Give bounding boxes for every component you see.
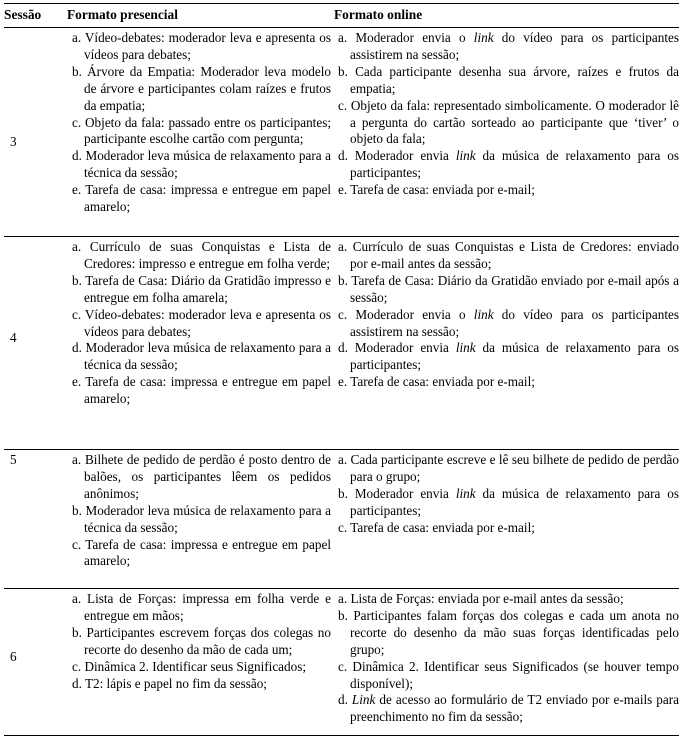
presencial-list xyxy=(67,239,331,408)
list-item: c. Objeto da fala: passado entre os participantes; participante escolhe cartão com pergunta; xyxy=(72,114,331,147)
session-number: 4 xyxy=(10,330,17,345)
list-item: d. Link de acesso ao formulário de T2 enviado por e-mails para preenchimento no fim da sessão; xyxy=(338,692,679,725)
online-list xyxy=(332,452,679,537)
row-divider xyxy=(4,449,679,450)
table-row xyxy=(4,452,679,588)
list-item: e. Tarefa de casa: impressa e entregue em papel amarelo; xyxy=(72,182,331,215)
header-presencial: Formato presencial xyxy=(67,7,178,22)
list-item: c. Vídeo-debates: moderador leva e apresenta os vídeos para debates; xyxy=(72,306,331,339)
list-item: b. Tarefa de Casa: Diário da Gratidão impresso e entregue em folha amarela; xyxy=(72,272,331,305)
list-item: b. Árvore da Empatia: Moderador leva modelo de árvore e participantes colam raízes e frutos da empatia; xyxy=(72,63,331,113)
bottom-rule xyxy=(4,735,679,736)
list-item: c. Tarefa de casa: enviada por e-mail; xyxy=(338,519,535,535)
online-cell xyxy=(332,452,679,537)
online-list xyxy=(332,30,679,199)
list-item: c. Objeto da fala: representado simbolicamente. O moderador lê a pergunta do cartão sorteado ao participante que ‘tiver’ o objeto da fala; xyxy=(338,97,679,147)
list-item: a. Lista de Forças: impressa em folha verde e entregue em mãos; xyxy=(72,591,331,623)
online-list xyxy=(332,239,679,391)
italic-term: link xyxy=(455,340,476,356)
list-item: a. Cada participante escreve e lê seu bilhete de pedido de perdão para o grupo; xyxy=(338,452,679,484)
italic-term: link xyxy=(473,306,494,322)
session-number: 5 xyxy=(10,452,17,467)
list-item: a. Bilhete de pedido de perdão é posto dentro de balões, os participantes lêem os pedidos anônimos; xyxy=(72,452,331,501)
row-divider xyxy=(4,588,679,589)
list-item: c. Dinâmica 2. Identificar seus Significados; xyxy=(72,658,307,674)
table-row xyxy=(4,591,679,735)
session-number: 6 xyxy=(10,649,17,664)
presencial-list xyxy=(67,452,331,570)
list-item: c. Dinâmica 2. Identificar seus Significados (se houver tempo disponível); xyxy=(338,658,679,691)
header-rule xyxy=(4,27,679,28)
row-divider xyxy=(4,236,679,237)
italic-term: link xyxy=(473,30,494,45)
online-cell xyxy=(332,591,679,726)
list-item: a. Moderador envia o link do vídeo para os participantes assistirem na sessão; xyxy=(338,30,679,62)
session-number: 3 xyxy=(10,134,17,149)
table-row xyxy=(4,30,679,236)
list-item: d. Moderador envia link da música de relaxamento para os participantes; xyxy=(338,148,679,181)
list-item: b. Participantes falam forças dos colegas e cada um anota no recorte do desenho da mão suas forças identificadas pelo grupo; xyxy=(338,607,679,657)
presencial-list xyxy=(67,30,331,216)
presencial-cell xyxy=(67,452,331,570)
table-row xyxy=(4,239,679,449)
presencial-cell xyxy=(67,591,331,692)
presencial-cell xyxy=(67,30,331,216)
list-item: d. Moderador leva música de relaxamento para a técnica da sessão; xyxy=(72,340,331,373)
list-item: b. Moderador leva música de relaxamento para a técnica da sessão; xyxy=(72,502,331,535)
list-item: a. Vídeo-debates: moderador leva e apresenta os vídeos para debates; xyxy=(72,30,331,62)
list-item: c. Tarefa de casa: impressa e entregue em papel amarelo; xyxy=(72,536,331,569)
list-item: d. T2: lápis e papel no fim da sessão; xyxy=(72,675,267,691)
list-item: b. Tarefa de Casa: Diário da Gratidão enviado por e-mail após a sessão; xyxy=(338,272,679,305)
presencial-list xyxy=(67,591,331,692)
list-item: b. Participantes escrevem forças dos colegas no recorte do desenho da mão de cada um; xyxy=(72,624,331,657)
list-item: d. Moderador leva música de relaxamento para a técnica da sessão; xyxy=(72,148,331,181)
list-item: e. Tarefa de casa: enviada por e-mail; xyxy=(338,182,535,198)
header-session: Sessão xyxy=(4,7,42,22)
list-item: b. Cada participante desenha sua árvore, raízes e frutos da empatia; xyxy=(338,63,679,96)
header-online: Formato online xyxy=(334,7,423,22)
italic-term: link xyxy=(455,485,476,501)
presencial-cell xyxy=(67,239,331,408)
list-item: e. Tarefa de casa: enviada por e-mail; xyxy=(338,374,535,390)
list-item: a. Currículo de suas Conquistas e Lista de Credores: impresso e entregue em folha verde; xyxy=(72,239,331,271)
list-item: c. Moderador envia o link do vídeo para os participantes assistirem na sessão; xyxy=(338,306,679,339)
list-item: b. Moderador envia link da música de relaxamento para os participantes; xyxy=(338,485,679,518)
list-item: d. Moderador envia link da música de relaxamento para os participantes; xyxy=(338,340,679,373)
online-list xyxy=(332,591,679,726)
online-cell xyxy=(332,30,679,199)
italic-term: link xyxy=(455,148,476,164)
list-item: e. Tarefa de casa: impressa e entregue em papel amarelo; xyxy=(72,374,331,407)
list-item: a. Lista de Forças: enviada por e-mail antes da sessão; xyxy=(338,591,624,606)
online-cell xyxy=(332,239,679,391)
list-item: a. Currículo de suas Conquistas e Lista de Credores: enviado por e-mail antes da sessão; xyxy=(338,239,679,271)
italic-term: Link xyxy=(351,692,376,708)
